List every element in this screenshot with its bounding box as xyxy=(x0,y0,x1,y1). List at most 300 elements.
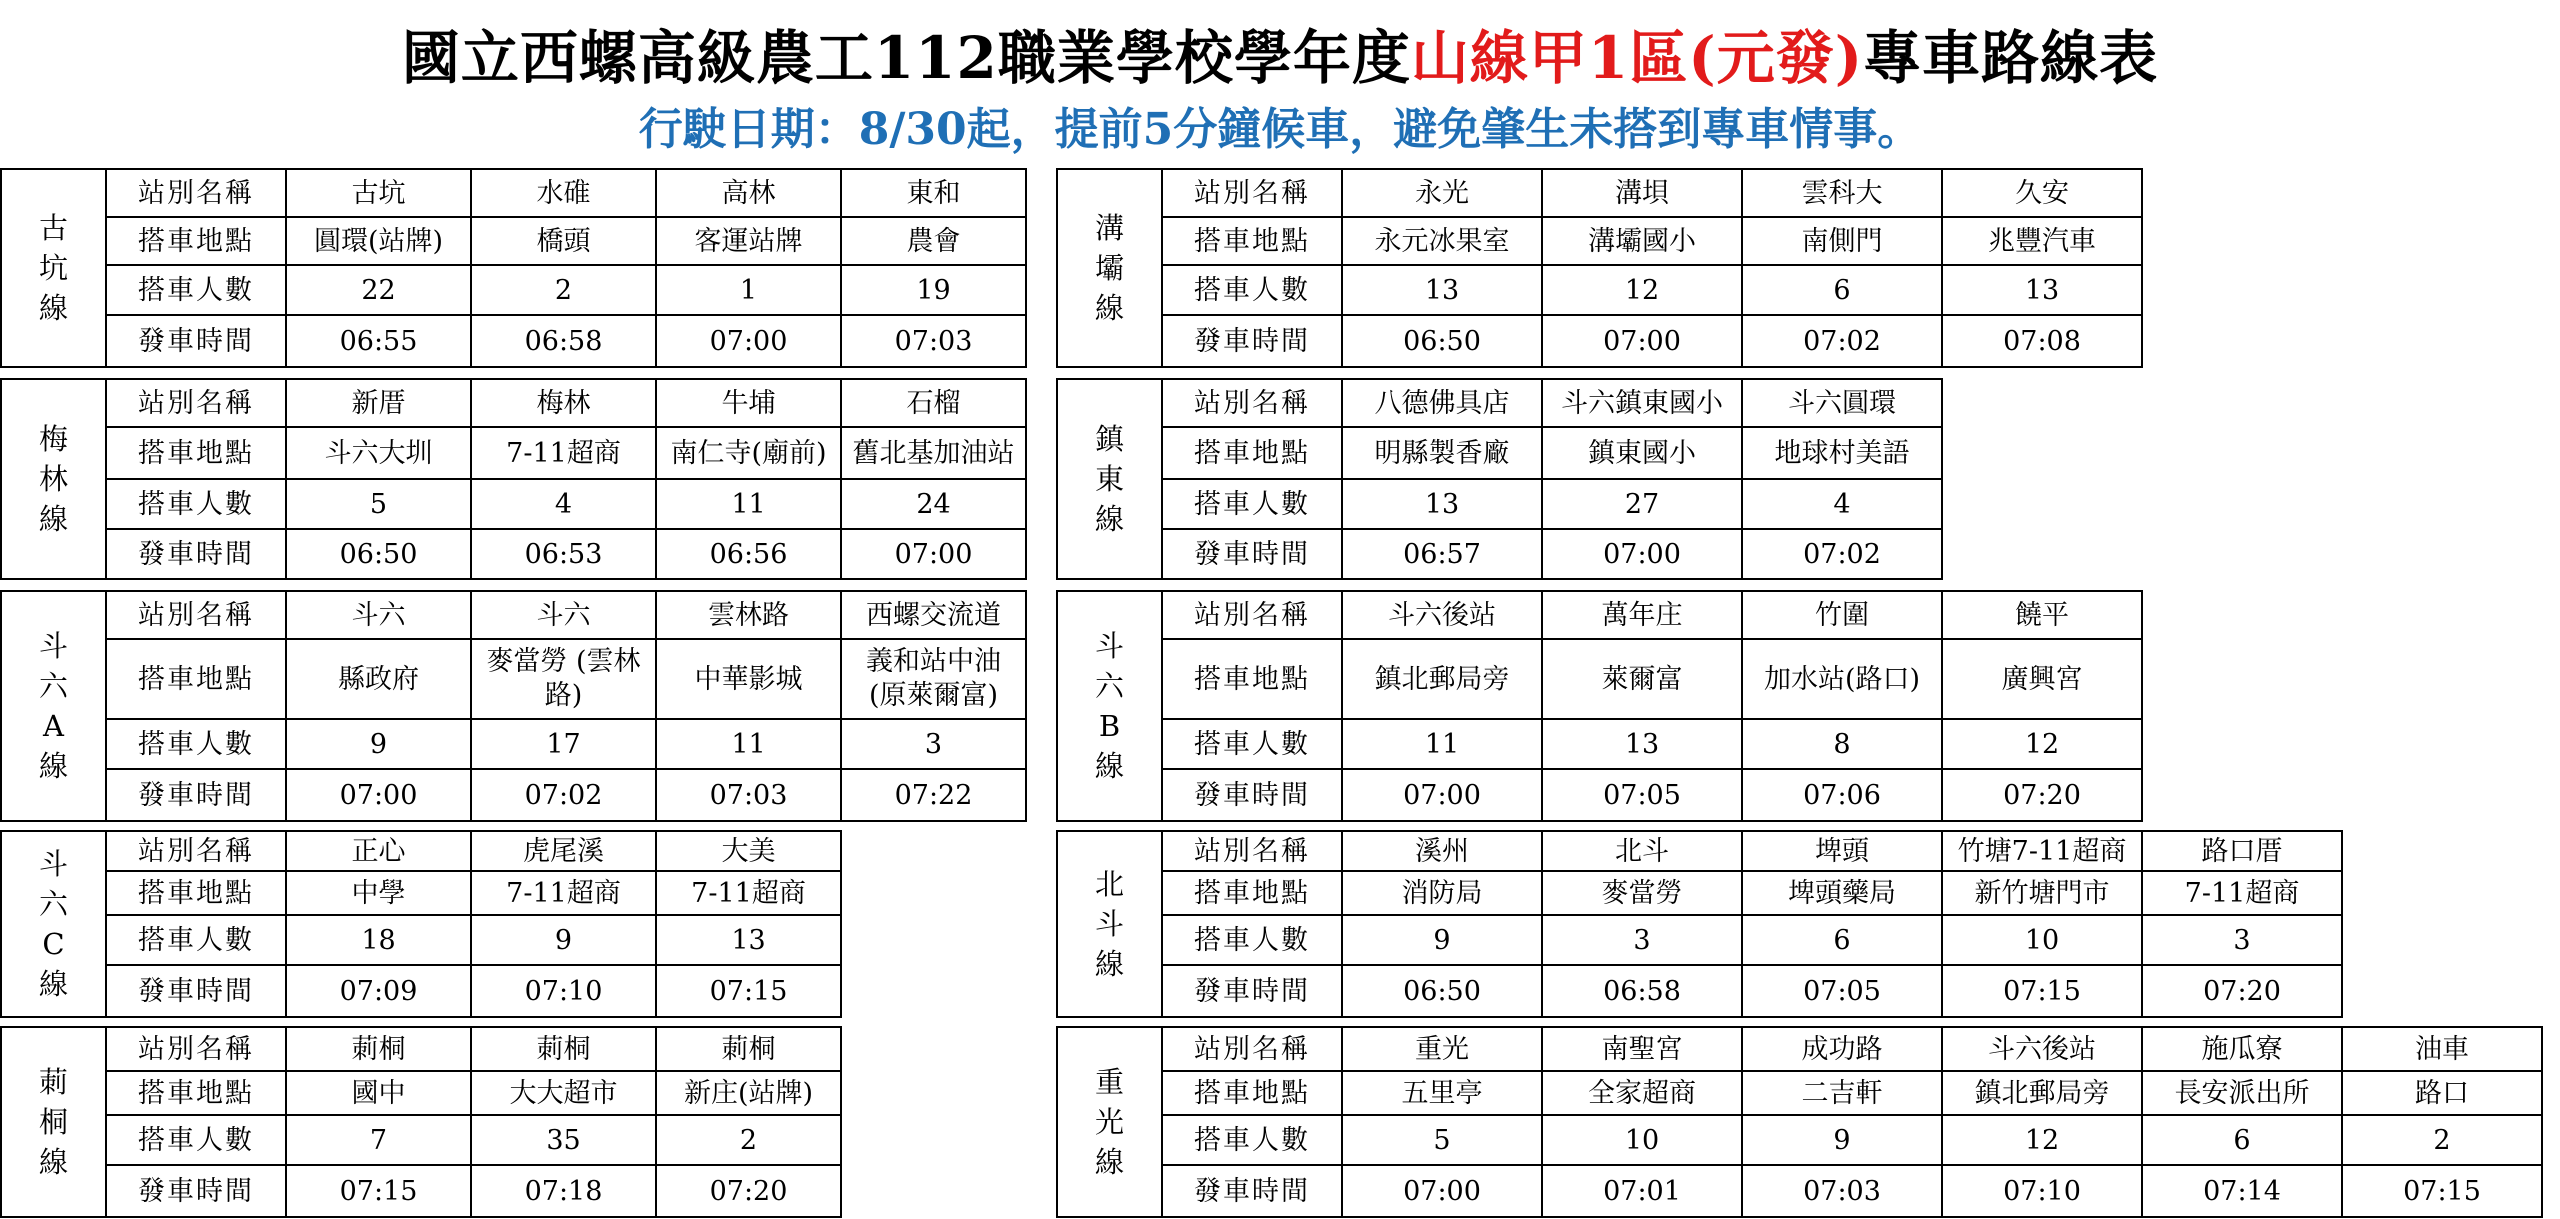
route-row-departure xyxy=(1057,315,2342,367)
row-label-station: 站別名稱 xyxy=(1162,169,1342,217)
cell-pickup: 圓環(站牌) xyxy=(286,217,471,265)
row-label-pickup: 搭車地點 xyxy=(1162,871,1342,915)
cell-pickup: 全家超商 xyxy=(1542,1071,1742,1115)
cell-riders: 7 xyxy=(286,1115,471,1165)
cell-station: 莿桐 xyxy=(656,1027,841,1071)
cell-riders: 10 xyxy=(1542,1115,1742,1165)
cell-departure: 07:15 xyxy=(2342,1165,2542,1217)
cell-departure: 07:02 xyxy=(1742,315,1942,367)
route-row-pickup xyxy=(1,1071,841,1115)
empty-cell xyxy=(2142,591,2342,639)
row-label-riders: 搭車人數 xyxy=(106,1115,286,1165)
route-row-departure xyxy=(1,1165,841,1217)
cell-departure: 07:01 xyxy=(1542,1165,1742,1217)
route-name xyxy=(1057,591,1162,821)
route-name-char: 線 xyxy=(38,749,68,783)
cell-station: 溪州 xyxy=(1342,831,1542,871)
route-row-pickup xyxy=(1,639,1026,719)
cell-departure: 07:00 xyxy=(656,315,841,367)
cell-riders: 6 xyxy=(1742,265,1942,315)
cell-station: 斗六後站 xyxy=(1942,1027,2142,1071)
route-name xyxy=(1,379,106,579)
row-label-pickup: 搭車地點 xyxy=(106,871,286,915)
empty-cell xyxy=(1942,427,2142,479)
cell-departure: 06:50 xyxy=(286,529,471,579)
route-row-riders xyxy=(1057,479,2142,529)
route-name-char: B xyxy=(1098,709,1121,743)
empty-cell xyxy=(2142,639,2342,719)
route-name-char: 林 xyxy=(38,462,68,496)
cell-station: 竹圍 xyxy=(1742,591,1942,639)
row-label-station: 站別名稱 xyxy=(106,1027,286,1071)
route-table-chongguang xyxy=(1056,1026,2543,1218)
route-name-char: 壩 xyxy=(1094,251,1124,285)
route-name-char: 梅 xyxy=(38,422,68,456)
empty-cell xyxy=(2142,315,2342,367)
route-name-char: 斗 xyxy=(1094,907,1124,941)
row-label-riders: 搭車人數 xyxy=(1162,479,1342,529)
title-prefix: 國立西螺高級農工112職業學校學年度 xyxy=(401,24,1411,92)
cell-pickup: 7-11超商 xyxy=(656,871,841,915)
route-row-departure xyxy=(1057,1165,2542,1217)
cell-station: 饒平 xyxy=(1942,591,2142,639)
cell-riders: 3 xyxy=(841,719,1026,769)
row-label-riders: 搭車人數 xyxy=(1162,719,1342,769)
row-label-riders: 搭車人數 xyxy=(106,719,286,769)
cell-riders: 11 xyxy=(656,479,841,529)
cell-station: 萬年庄 xyxy=(1542,591,1742,639)
cell-riders: 10 xyxy=(1942,915,2142,965)
cell-pickup: 麥當勞 xyxy=(1542,871,1742,915)
row-label-departure: 發車時間 xyxy=(106,965,286,1017)
route-name-char: 線 xyxy=(1094,502,1124,536)
empty-cell xyxy=(2342,871,2542,915)
cell-departure: 06:57 xyxy=(1342,529,1542,579)
cell-departure: 06:55 xyxy=(286,315,471,367)
cell-pickup: 鎮北郵局旁 xyxy=(1942,1071,2142,1115)
route-row-riders xyxy=(1,479,1026,529)
route-table-gukeng xyxy=(0,168,1027,368)
cell-riders: 13 xyxy=(1942,265,2142,315)
cell-departure: 07:10 xyxy=(471,965,656,1017)
cell-departure: 07:02 xyxy=(471,769,656,821)
route-name-char: 東 xyxy=(1094,462,1124,496)
cell-station: 新厝 xyxy=(286,379,471,427)
cell-pickup: 鎮東國小 xyxy=(1542,427,1742,479)
cell-departure: 07:15 xyxy=(286,1165,471,1217)
cell-pickup: 7-11超商 xyxy=(471,871,656,915)
cell-riders: 22 xyxy=(286,265,471,315)
route-row-pickup xyxy=(1057,427,2142,479)
cell-riders: 6 xyxy=(1742,915,1942,965)
cell-station: 路口厝 xyxy=(2142,831,2342,871)
cell-pickup: 客運站牌 xyxy=(656,217,841,265)
title-highlight: 山線甲1區(元發) xyxy=(1410,24,1864,92)
cell-riders: 2 xyxy=(2342,1115,2542,1165)
route-row-riders xyxy=(1,719,1026,769)
cell-pickup: 南側門 xyxy=(1742,217,1942,265)
cell-station: 竹塘7-11超商 xyxy=(1942,831,2142,871)
row-label-departure: 發車時間 xyxy=(106,1165,286,1217)
route-name xyxy=(1057,379,1162,579)
route-name-char: 光 xyxy=(1094,1105,1124,1139)
cell-station: 西螺交流道 xyxy=(841,591,1026,639)
cell-riders: 24 xyxy=(841,479,1026,529)
cell-station: 虎尾溪 xyxy=(471,831,656,871)
route-name-char: C xyxy=(42,927,65,961)
cell-departure: 06:50 xyxy=(1342,965,1542,1017)
route-name-char: 線 xyxy=(1094,291,1124,325)
route-row-riders xyxy=(1057,719,2342,769)
route-table-litong xyxy=(0,1026,842,1218)
cell-pickup: 中學 xyxy=(286,871,471,915)
cell-riders: 2 xyxy=(471,265,656,315)
empty-cell xyxy=(2142,769,2342,821)
route-row-station xyxy=(1,591,1026,639)
route-row-pickup xyxy=(1057,871,2542,915)
route-row-riders xyxy=(1,1115,841,1165)
route-row-station xyxy=(1,1027,841,1071)
row-label-riders: 搭車人數 xyxy=(106,479,286,529)
route-table-zhendong xyxy=(1056,378,2143,580)
cell-station: 斗六 xyxy=(471,591,656,639)
route-row-departure xyxy=(1057,769,2342,821)
cell-departure: 07:05 xyxy=(1742,965,1942,1017)
route-name-char: 桐 xyxy=(38,1105,68,1139)
row-label-pickup: 搭車地點 xyxy=(106,427,286,479)
cell-riders: 5 xyxy=(286,479,471,529)
row-label-riders: 搭車人數 xyxy=(1162,265,1342,315)
cell-pickup: 廣興宮 xyxy=(1942,639,2142,719)
empty-cell xyxy=(2142,265,2342,315)
route-row-pickup xyxy=(1,427,1026,479)
cell-station: 雲林路 xyxy=(656,591,841,639)
cell-station: 北斗 xyxy=(1542,831,1742,871)
cell-station: 水碓 xyxy=(471,169,656,217)
row-label-departure: 發車時間 xyxy=(1162,965,1342,1017)
row-label-departure: 發車時間 xyxy=(106,769,286,821)
route-row-station xyxy=(1,831,841,871)
route-name-char: 鎮 xyxy=(1094,422,1124,456)
cell-pickup: 舊北基加油站 xyxy=(841,427,1026,479)
cell-station: 梅林 xyxy=(471,379,656,427)
cell-riders: 11 xyxy=(656,719,841,769)
route-name xyxy=(1057,1027,1162,1217)
cell-riders: 3 xyxy=(1542,915,1742,965)
cell-departure: 07:00 xyxy=(1542,315,1742,367)
cell-departure: 07:02 xyxy=(1742,529,1942,579)
cell-pickup: 溝壩國小 xyxy=(1542,217,1742,265)
route-name-char: 線 xyxy=(38,291,68,325)
cell-riders: 1 xyxy=(656,265,841,315)
cell-departure: 07:00 xyxy=(1342,769,1542,821)
route-table-goupu xyxy=(1056,168,2343,368)
route-row-departure xyxy=(1,965,841,1017)
cell-pickup: 地球村美語 xyxy=(1742,427,1942,479)
row-label-riders: 搭車人數 xyxy=(106,915,286,965)
row-label-pickup: 搭車地點 xyxy=(1162,639,1342,719)
row-label-riders: 搭車人數 xyxy=(106,265,286,315)
cell-pickup: 二吉軒 xyxy=(1742,1071,1942,1115)
cell-station: 斗六圓環 xyxy=(1742,379,1942,427)
cell-departure: 07:03 xyxy=(1742,1165,1942,1217)
route-row-station xyxy=(1057,379,2142,427)
cell-pickup: 明縣製香廠 xyxy=(1342,427,1542,479)
route-name xyxy=(1,591,106,821)
row-label-riders: 搭車人數 xyxy=(1162,1115,1342,1165)
cell-station: 牛埔 xyxy=(656,379,841,427)
cell-station: 雲科大 xyxy=(1742,169,1942,217)
cell-pickup: 南仁寺(廟前) xyxy=(656,427,841,479)
cell-pickup: 橋頭 xyxy=(471,217,656,265)
route-table-beidou xyxy=(1056,830,2543,1018)
cell-pickup: 7-11超商 xyxy=(2142,871,2342,915)
cell-riders: 4 xyxy=(471,479,656,529)
title-suffix: 專車路線表 xyxy=(1863,24,2159,92)
row-label-pickup: 搭車地點 xyxy=(106,639,286,719)
route-name-char: 六 xyxy=(38,887,68,921)
cell-departure: 06:58 xyxy=(1542,965,1742,1017)
cell-departure: 07:03 xyxy=(656,769,841,821)
route-table-douliu-a xyxy=(0,590,1027,822)
cell-riders: 2 xyxy=(656,1115,841,1165)
cell-departure: 06:53 xyxy=(471,529,656,579)
cell-pickup: 五里亭 xyxy=(1342,1071,1542,1115)
cell-departure: 07:06 xyxy=(1742,769,1942,821)
cell-station: 東和 xyxy=(841,169,1026,217)
cell-station: 大美 xyxy=(656,831,841,871)
cell-pickup: 國中 xyxy=(286,1071,471,1115)
row-label-departure: 發車時間 xyxy=(1162,529,1342,579)
route-row-departure xyxy=(1,529,1026,579)
cell-departure: 07:00 xyxy=(841,529,1026,579)
cell-riders: 13 xyxy=(656,915,841,965)
empty-cell xyxy=(2142,719,2342,769)
cell-pickup: 加水站(路口) xyxy=(1742,639,1942,719)
route-row-station xyxy=(1,169,1026,217)
route-name xyxy=(1057,831,1162,1017)
row-label-pickup: 搭車地點 xyxy=(1162,1071,1342,1115)
cell-pickup: 大大超市 xyxy=(471,1071,656,1115)
row-label-station: 站別名稱 xyxy=(1162,1027,1342,1071)
row-label-departure: 發車時間 xyxy=(106,315,286,367)
cell-departure: 07:03 xyxy=(841,315,1026,367)
empty-cell xyxy=(1942,379,2142,427)
row-label-pickup: 搭車地點 xyxy=(106,217,286,265)
cell-station: 施瓜寮 xyxy=(2142,1027,2342,1071)
cell-departure: 07:05 xyxy=(1542,769,1742,821)
cell-departure: 07:00 xyxy=(286,769,471,821)
cell-riders: 13 xyxy=(1542,719,1742,769)
cell-pickup: 農會 xyxy=(841,217,1026,265)
route-row-riders xyxy=(1057,915,2542,965)
cell-station: 成功路 xyxy=(1742,1027,1942,1071)
cell-pickup: 永元冰果室 xyxy=(1342,217,1542,265)
cell-pickup: 萊爾富 xyxy=(1542,639,1742,719)
cell-riders: 6 xyxy=(2142,1115,2342,1165)
cell-departure: 06:58 xyxy=(471,315,656,367)
empty-cell xyxy=(2342,915,2542,965)
cell-riders: 9 xyxy=(471,915,656,965)
row-label-pickup: 搭車地點 xyxy=(106,1071,286,1115)
route-name-char: 莿 xyxy=(38,1065,68,1099)
row-label-station: 站別名稱 xyxy=(1162,591,1342,639)
route-name-char: 線 xyxy=(1094,749,1124,783)
route-name-char: 線 xyxy=(38,1145,68,1179)
cell-pickup: 長安派出所 xyxy=(2142,1071,2342,1115)
route-row-riders xyxy=(1057,265,2342,315)
cell-station: 南聖宮 xyxy=(1542,1027,1742,1071)
cell-riders: 9 xyxy=(1342,915,1542,965)
route-row-departure xyxy=(1,315,1026,367)
row-label-departure: 發車時間 xyxy=(1162,1165,1342,1217)
cell-departure: 06:56 xyxy=(656,529,841,579)
cell-pickup: 縣政府 xyxy=(286,639,471,719)
row-label-riders: 搭車人數 xyxy=(1162,915,1342,965)
cell-riders: 9 xyxy=(1742,1115,1942,1165)
route-row-station xyxy=(1057,169,2342,217)
route-name xyxy=(1057,169,1162,367)
route-name xyxy=(1,831,106,1017)
route-name-char: 溝 xyxy=(1094,211,1124,245)
cell-pickup: 斗六大圳 xyxy=(286,427,471,479)
cell-departure: 06:50 xyxy=(1342,315,1542,367)
route-row-pickup xyxy=(1057,217,2342,265)
cell-station: 埤頭 xyxy=(1742,831,1942,871)
route-name xyxy=(1,1027,106,1217)
route-name-char: 線 xyxy=(1094,947,1124,981)
route-table-douliu-b xyxy=(1056,590,2343,822)
cell-station: 斗六鎮東國小 xyxy=(1542,379,1742,427)
route-name-char: 六 xyxy=(38,669,68,703)
row-label-station: 站別名稱 xyxy=(106,591,286,639)
route-row-departure xyxy=(1,769,1026,821)
route-row-pickup xyxy=(1057,1071,2542,1115)
cell-station: 石榴 xyxy=(841,379,1026,427)
empty-cell xyxy=(2342,831,2542,871)
route-name-char: 斗 xyxy=(38,847,68,881)
cell-riders: 19 xyxy=(841,265,1026,315)
route-name-char: 斗 xyxy=(1094,629,1124,663)
cell-pickup: 兆豐汽車 xyxy=(1942,217,2142,265)
cell-riders: 3 xyxy=(2142,915,2342,965)
row-label-station: 站別名稱 xyxy=(1162,831,1342,871)
cell-station: 永光 xyxy=(1342,169,1542,217)
route-name-char: 線 xyxy=(38,967,68,1001)
row-label-pickup: 搭車地點 xyxy=(1162,427,1342,479)
cell-riders: 4 xyxy=(1742,479,1942,529)
cell-pickup: 7-11超商 xyxy=(471,427,656,479)
cell-station: 久安 xyxy=(1942,169,2142,217)
cell-pickup: 鎮北郵局旁 xyxy=(1342,639,1542,719)
row-label-station: 站別名稱 xyxy=(106,169,286,217)
cell-riders: 13 xyxy=(1342,265,1542,315)
cell-departure: 07:09 xyxy=(286,965,471,1017)
cell-pickup: 新庄(站牌) xyxy=(656,1071,841,1115)
cell-station: 斗六 xyxy=(286,591,471,639)
row-label-pickup: 搭車地點 xyxy=(1162,217,1342,265)
cell-riders: 35 xyxy=(471,1115,656,1165)
cell-departure: 07:14 xyxy=(2142,1165,2342,1217)
cell-departure: 07:22 xyxy=(841,769,1026,821)
cell-pickup: 麥當勞 (雲林路) xyxy=(471,639,656,719)
cell-station: 八德佛具店 xyxy=(1342,379,1542,427)
cell-departure: 07:15 xyxy=(656,965,841,1017)
route-name xyxy=(1,169,106,367)
cell-pickup: 中華影城 xyxy=(656,639,841,719)
empty-cell xyxy=(1942,529,2142,579)
route-row-departure xyxy=(1057,529,2142,579)
cell-riders: 5 xyxy=(1342,1115,1542,1165)
route-table-meilin xyxy=(0,378,1027,580)
cell-riders: 13 xyxy=(1342,479,1542,529)
cell-riders: 12 xyxy=(1542,265,1742,315)
cell-departure: 07:00 xyxy=(1542,529,1742,579)
cell-station: 莿桐 xyxy=(471,1027,656,1071)
route-table-douliu-c xyxy=(0,830,842,1018)
cell-station: 莿桐 xyxy=(286,1027,471,1071)
empty-cell xyxy=(2142,217,2342,265)
cell-station: 油車 xyxy=(2342,1027,2542,1071)
cell-pickup: 義和站中油 (原萊爾富) xyxy=(841,639,1026,719)
cell-departure: 07:00 xyxy=(1342,1165,1542,1217)
route-row-pickup xyxy=(1,217,1026,265)
cell-station: 高林 xyxy=(656,169,841,217)
row-label-station: 站別名稱 xyxy=(106,379,286,427)
route-row-riders xyxy=(1,915,841,965)
cell-pickup: 消防局 xyxy=(1342,871,1542,915)
cell-riders: 9 xyxy=(286,719,471,769)
empty-cell xyxy=(1942,479,2142,529)
route-row-riders xyxy=(1057,1115,2542,1165)
cell-station: 正心 xyxy=(286,831,471,871)
route-name-char: 線 xyxy=(1094,1145,1124,1179)
route-name-char: 六 xyxy=(1094,669,1124,703)
cell-station: 斗六後站 xyxy=(1342,591,1542,639)
cell-departure: 07:08 xyxy=(1942,315,2142,367)
cell-riders: 18 xyxy=(286,915,471,965)
cell-riders: 12 xyxy=(1942,1115,2142,1165)
route-row-pickup xyxy=(1,871,841,915)
cell-departure: 07:18 xyxy=(471,1165,656,1217)
page-title xyxy=(0,18,2560,98)
cell-riders: 8 xyxy=(1742,719,1942,769)
route-name-char: 線 xyxy=(38,502,68,536)
cell-riders: 17 xyxy=(471,719,656,769)
row-label-departure: 發車時間 xyxy=(106,529,286,579)
route-name-char: 斗 xyxy=(38,629,68,663)
row-label-departure: 發車時間 xyxy=(1162,315,1342,367)
route-row-riders xyxy=(1,265,1026,315)
cell-station: 溝垻 xyxy=(1542,169,1742,217)
row-label-station: 站別名稱 xyxy=(1162,379,1342,427)
cell-pickup: 新竹塘門市 xyxy=(1942,871,2142,915)
empty-cell xyxy=(2142,169,2342,217)
row-label-departure: 發車時間 xyxy=(1162,769,1342,821)
cell-pickup: 路口 xyxy=(2342,1071,2542,1115)
cell-riders: 27 xyxy=(1542,479,1742,529)
route-name-char: A xyxy=(43,709,64,743)
cell-pickup: 埤頭藥局 xyxy=(1742,871,1942,915)
cell-departure: 07:10 xyxy=(1942,1165,2142,1217)
cell-riders: 12 xyxy=(1942,719,2142,769)
empty-cell xyxy=(2342,965,2542,1017)
cell-station: 重光 xyxy=(1342,1027,1542,1071)
route-row-station xyxy=(1057,1027,2542,1071)
cell-departure: 07:20 xyxy=(1942,769,2142,821)
route-name-char: 坑 xyxy=(38,251,68,285)
route-row-station xyxy=(1,379,1026,427)
